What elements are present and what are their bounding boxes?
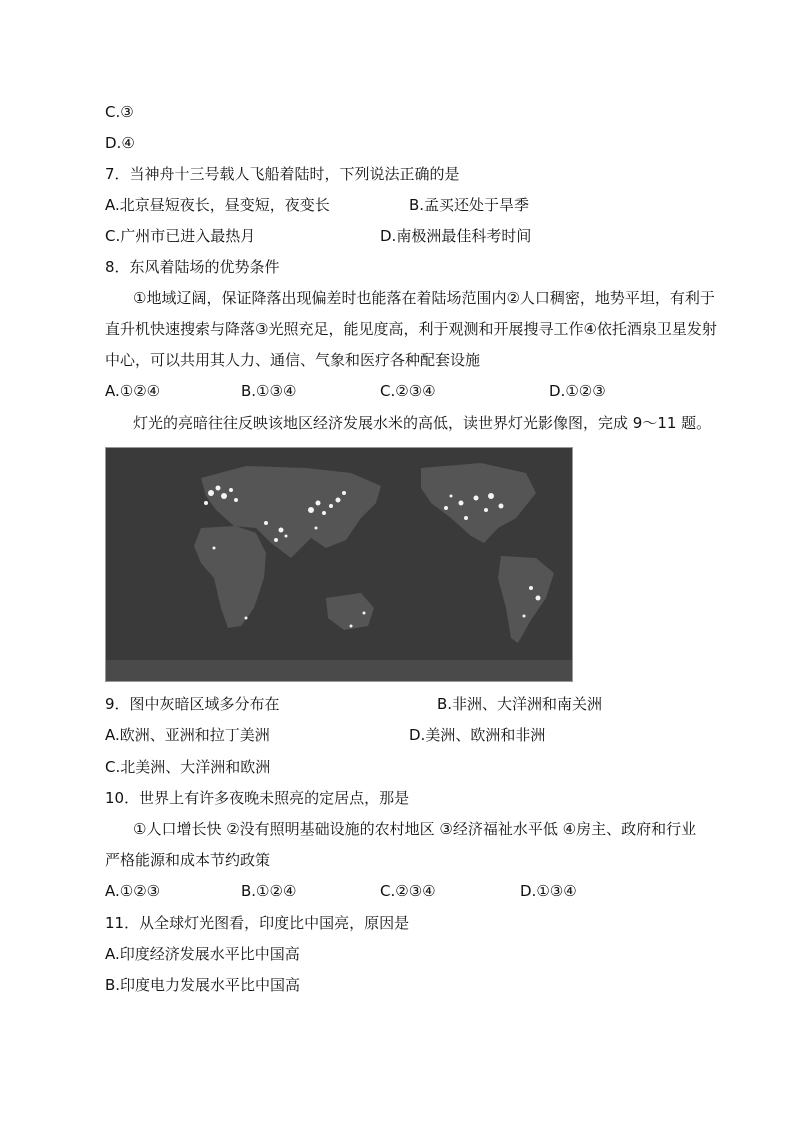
- q9-option-d: D.美洲、欧洲和非洲: [409, 726, 546, 744]
- question-10: 10．世界上有许多夜晚未照亮的定居点，那是: [105, 789, 410, 807]
- question-7: 7．当神舟十三号载人飞船着陆时，下列说法正确的是: [105, 165, 460, 183]
- q10-statement-line-1: ①人口增长快 ②没有照明基础设施的农村地区 ③经济福祉水平低 ④房主、政府和行业: [133, 820, 697, 838]
- q9-option-a: A.欧洲、亚洲和拉丁美洲: [105, 726, 270, 744]
- q8-option-d: D.①②③: [549, 382, 606, 400]
- q8-statement-line-1: ①地域辽阔，保证降落出现偏差时也能落在着陆场范围内②人口稠密，地势平坦，有利于: [133, 289, 715, 307]
- question-9: 9．图中灰暗区域多分布在: [105, 695, 280, 713]
- q11-option-a: A.印度经济发展水平比中国高: [105, 945, 300, 963]
- world-night-lights-map: [105, 447, 573, 682]
- question-8: 8．东风着陆场的优势条件: [105, 258, 280, 276]
- q11-option-b: B.印度电力发展水平比中国高: [105, 976, 301, 994]
- q10-option-d: D.①③④: [520, 882, 577, 900]
- q7-option-c: C.广州市已进入最热月: [105, 227, 256, 245]
- q10-statement-line-2: 严格能源和成本节约政策: [105, 851, 271, 869]
- q9-option-b: B.非洲、大洋洲和南关洲: [437, 695, 603, 713]
- q10-option-a: A.①②③: [105, 882, 161, 900]
- question-11: 11．从全球灯光图看，印度比中国亮，原因是: [105, 914, 410, 932]
- q8-statement-line-2: 直升机快速搜索与降落③光照充足，能见度高，利于观测和开展搜寻工作④依托酒泉卫星发射: [105, 320, 717, 338]
- q8-statement-line-3: 中心，可以共用其人力、通信、气象和医疗各种配套设施: [105, 351, 481, 369]
- q8-option-c: C.②③④: [380, 382, 436, 400]
- land-antarctica: [106, 660, 572, 681]
- night-lights-map-drawing: [106, 448, 572, 681]
- map-intro: 灯光的亮暗往往反映该地区经济发展水米的高低，读世界灯光影像图，完成 9～11 题。: [133, 414, 712, 432]
- line-q6-d: D.④: [105, 134, 135, 152]
- q7-option-d: D.南极洲最佳科考时间: [380, 227, 532, 245]
- q7-option-a: A.北京昼短夜长，昼变短，夜变长: [105, 196, 330, 214]
- q8-option-b: B.①③④: [241, 382, 297, 400]
- q8-option-a: A.①②④: [105, 382, 161, 400]
- q9-option-c: C.北美洲、大洋洲和欧洲: [105, 758, 271, 776]
- line-q6-c: C.③: [105, 103, 134, 121]
- q7-option-b: B.孟买还处于旱季: [409, 196, 530, 214]
- q10-option-b: B.①②④: [241, 882, 297, 900]
- q10-option-c: C.②③④: [380, 882, 436, 900]
